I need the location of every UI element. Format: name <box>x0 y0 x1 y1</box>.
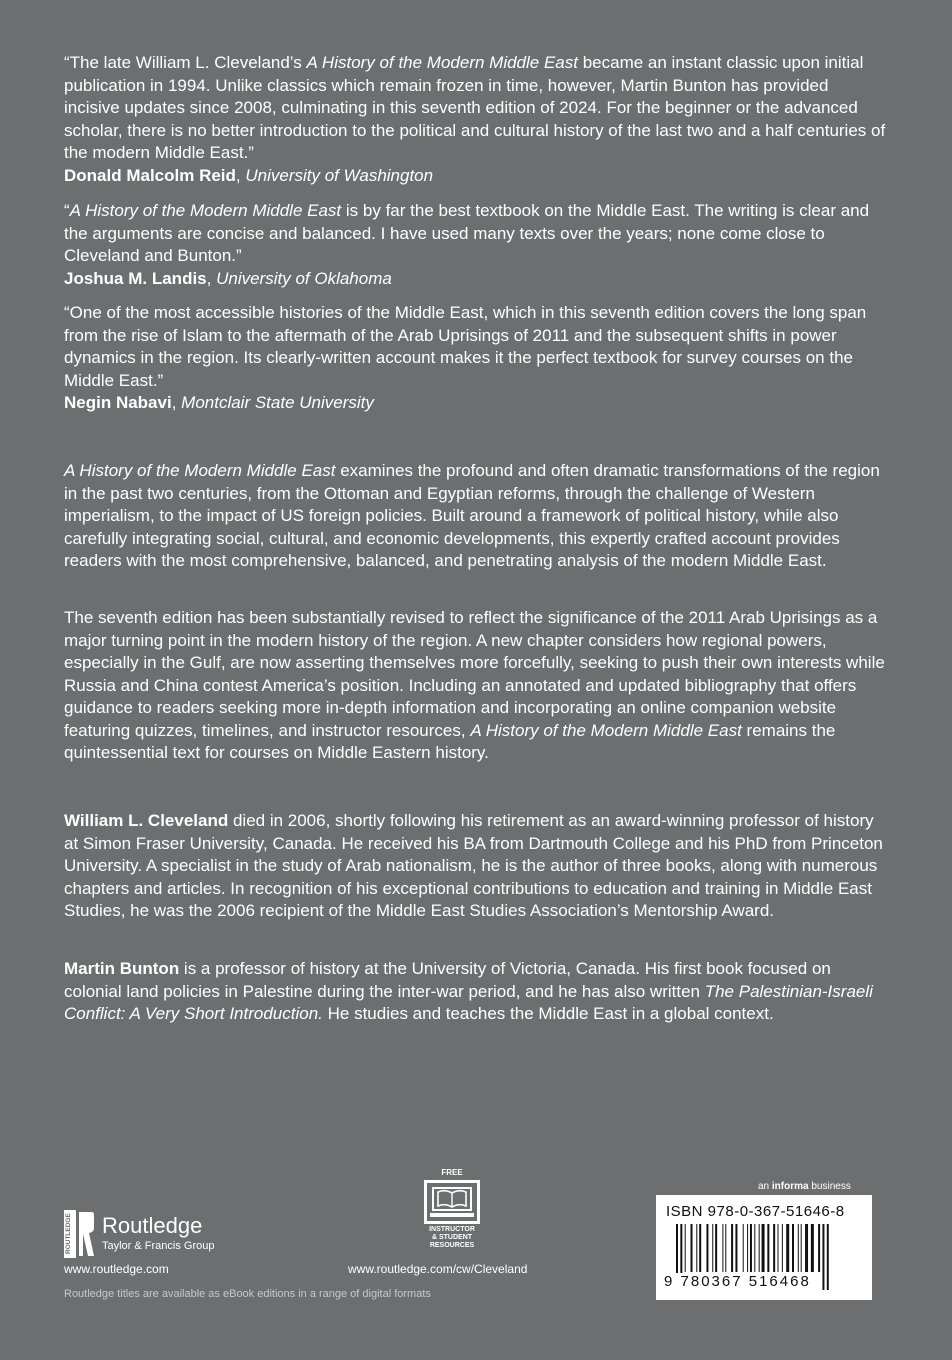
barcode-bar <box>827 1224 829 1290</box>
author-name: William L. Cleveland <box>64 811 229 830</box>
review-3-attribution: Negin Nabavi, Montclair State University <box>64 393 374 412</box>
publisher-url[interactable]: www.routledge.com <box>64 1262 169 1276</box>
other-book-title: The Palestinian-Israeli Conflict: A Very Short Introduction. <box>64 981 873 1023</box>
barcode-bar <box>747 1224 748 1272</box>
barcode-bar <box>691 1224 693 1272</box>
routledge-logo <box>64 1208 264 1260</box>
barcode-bar <box>822 1224 824 1290</box>
barcode-bar <box>773 1224 775 1272</box>
barcode-bar <box>786 1224 789 1272</box>
barcode-bar <box>754 1224 755 1272</box>
author-name: Martin Bunton <box>64 959 180 978</box>
publisher-name: Routledge <box>102 1213 203 1238</box>
barcode-bar <box>731 1224 733 1272</box>
svg-text:ROUTLEDGE: ROUTLEDGE <box>65 1213 72 1254</box>
barcode-bar <box>778 1224 779 1272</box>
barcode-bar <box>715 1224 717 1272</box>
informa-business-label: an informa business <box>758 1181 851 1192</box>
reviewer-affiliation: University of Oklahoma <box>216 268 392 288</box>
book-title: A History of the Modern Middle East <box>64 461 336 480</box>
barcode-bar <box>792 1224 794 1272</box>
reviewer-affiliation: Montclair State University <box>181 393 374 412</box>
barcode-bar <box>818 1224 820 1272</box>
author-bio-bunton: Martin Bunton is a professor of history at the University of Victoria, Canada. His first book focused on colonial land policies in Palestine during the inter-war period, and he has also written The Palestinian-Israeli Conflict: A Very Short Introduction. He studies and teaches the Middle East in a global context. <box>64 959 873 1023</box>
companion-website-url[interactable]: www.routledge.com/cw/Cleveland <box>348 1262 528 1276</box>
review-1 <box>64 52 886 187</box>
reviewer-affiliation: University of Washington <box>245 165 434 185</box>
isbn-barcode <box>656 1195 872 1300</box>
reviewer-name: Negin Nabavi <box>64 393 172 412</box>
barcode-bar <box>712 1224 713 1272</box>
description-paragraph-1: A History of the Modern Middle East examines the profound and often dramatic transformations of the region in the past two centuries, from the Ottoman and Egyptian reforms, through the challenge of Western imperialism, to the impact of US foreign policies. Built around a framework of political history, while also carefully integrating social, cultural, and economic developments, this expertly crafted account provides readers with the most comprehensive, balanced, and penetrating analysis of the modern Middle East. <box>64 461 880 570</box>
book-laptop-icon <box>424 1180 480 1224</box>
barcode-bar <box>767 1224 769 1272</box>
review-3 <box>64 302 886 415</box>
barcode-bar <box>743 1224 744 1272</box>
barcode-bar <box>801 1224 802 1272</box>
barcode-bar <box>706 1224 708 1272</box>
barcode-bar <box>805 1224 808 1272</box>
barcode-bar <box>782 1224 783 1272</box>
description-paragraph-2: The seventh edition has been substantially revised to reflect the significance of the 2011 Arab Uprisings as a major turning point in the modern history of the region. A new chapter considers how regional powers, especially in the Gulf, are now asserting themselves more forcefully, seeking to push their own interests while Russia and China contest America’s position. Including an annotated and updated bibliography that offers guidance to readers seeking more in-depth information and incorporating an online companion website featuring quizzes, timelines, and instructor resources, A History of the Modern Middle East remains the quintessential text for courses on Middle Eastern history. <box>64 608 885 762</box>
review-2-attribution: Joshua M. Landis, University of Oklahoma <box>64 268 392 288</box>
review-2-quote: “A History of the Modern Middle East is by far the best textbook on the Middle East. The writing is clear and the arguments are concise and balanced. I have used many texts over the years; none come close to Cleveland and Bunton.” <box>64 201 870 265</box>
resources-badge <box>418 1168 486 1256</box>
review-3-quote: “One of the most accessible histories of the Middle East, which in this seventh edition covers the long span from the rise of Islam to the aftermath of the Arab Uprisings of 2011 and the subsequent shifts in power dynamics in the region. Its clearly-written account makes it the perfect textbook for survey courses on the Middle East.” <box>64 303 867 390</box>
barcode-bar <box>759 1224 760 1272</box>
barcode-bar <box>798 1224 799 1272</box>
review-1-attribution: Donald Malcolm Reid, University of Washington <box>64 165 434 185</box>
book-title: A History of the Modern Middle East <box>470 720 742 740</box>
barcode-digits: 9 780367 516468 <box>664 1273 811 1290</box>
reviewer-name: Joshua M. Landis <box>64 268 207 288</box>
isbn-text: ISBN 978-0-367-51646-8 <box>666 1203 845 1220</box>
publisher-group: Taylor & Francis Group <box>102 1240 215 1252</box>
barcode-bar <box>811 1224 814 1272</box>
barcode-bar <box>685 1224 686 1272</box>
resources-label: INSTRUCTOR & STUDENT RESOURCES <box>429 1226 475 1249</box>
author-bio-cleveland: William L. Cleveland died in 2006, shortly following his retirement as an award-winning professor of history at Simon Fraser University, Canada. He received his BA from Dartmouth College and his PhD from Princeton University. A specialist in the study of Arab nationalism, he is the author of three books, along with numerous chapters and articles. In recognition of his exceptional contributions to education and training in Middle East Studies, he was the 2006 recipient of the Middle East Studies Association’s Mentorship Award. <box>64 811 883 920</box>
barcode-bar <box>762 1224 765 1272</box>
ebook-note: Routledge titles are available as eBook editions in a range of digital formats <box>64 1288 431 1300</box>
reviewer-name: Donald Malcolm Reid <box>64 165 236 185</box>
barcode-bar <box>699 1224 701 1272</box>
barcode-bar <box>696 1224 697 1272</box>
routledge-mark-icon <box>64 1210 94 1258</box>
barcode-bar <box>722 1224 723 1272</box>
barcode-bar <box>750 1224 752 1272</box>
barcode-bar <box>735 1224 737 1272</box>
review-2 <box>64 200 886 290</box>
free-label: FREE <box>441 1168 463 1177</box>
barcode-bar <box>725 1224 726 1272</box>
review-1-quote: “The late William L. Cleveland’s A History of the Modern Middle East became an instant classic upon initial publication in 1994. Unlike classics which remain frozen in time, however, Martin Bunton has provided incisive updates since 2008, culminating in this seventh edition of 2024. For the beginner or the advanced scholar, there is no better introduction to the political and cultural history of the last two and a half centuries of the modern Middle East.” <box>64 53 886 162</box>
